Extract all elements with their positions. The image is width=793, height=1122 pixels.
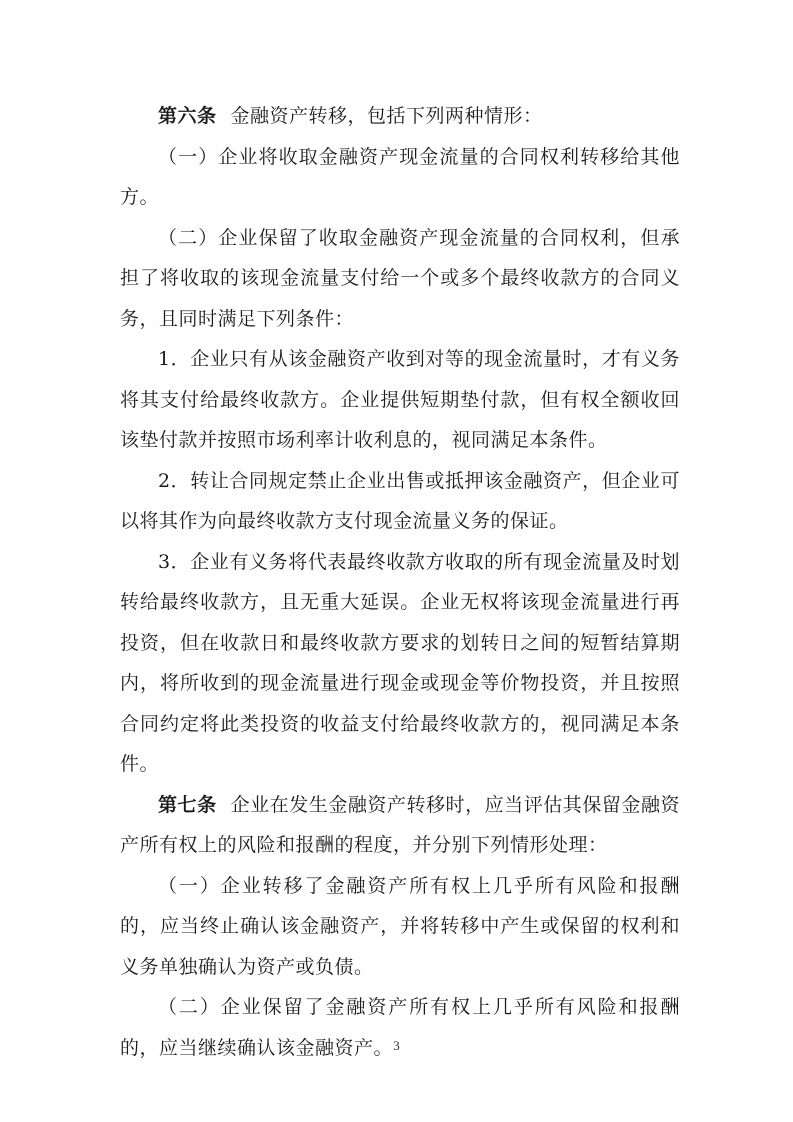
condition-3 — [120, 542, 680, 785]
article-6-paragraph — [120, 96, 680, 137]
article-6-text: 金融资产转移，包括下列两种情形： — [230, 105, 543, 127]
article-7-text: 企业在发生金融资产转移时，应当评估其保留金融资产所有权上的风险和报酬的程度，并分别下列情形处理： — [120, 793, 680, 856]
clause-text: （二）企业保留了金融资产所有权上几乎所有风险和报酬的，应当继续确认该金融资产。 — [120, 996, 680, 1059]
page-number: 3 — [393, 1038, 400, 1053]
clause-text: （一）企业转移了金融资产所有权上几乎所有风险和报酬的，应当终止确认该金融资产，并将转移中产生或保留的权利和义务单独确认为资产或负债。 — [120, 874, 680, 978]
document-body — [120, 96, 680, 1068]
article-7-label: 第七条 — [158, 793, 217, 816]
condition-text: 1．企业只有从该金融资产收到对等的现金流量时，才有义务将其支付给最终收款方。企业提供短期垫付款，但有权全额收回该垫付款并按照市场利率计收利息的，视同满足本条件。 — [120, 348, 680, 451]
clause-text: （二）企业保留了收取金融资产现金流量的合同权利，但承担了将收取的该现金流量支付给一个或多个最终收款方的合同义务，且同时满足下列条件： — [120, 226, 680, 330]
condition-text: 2．转让合同规定禁止企业出售或抵押该金融资产，但企业可以将其作为向最终收款方支付现金流量义务的保证。 — [120, 469, 680, 532]
clause-text: （一）企业将收取金融资产现金流量的合同权利转移给其他方。 — [120, 145, 680, 208]
article-7-clause-2 — [120, 987, 680, 1068]
condition-2 — [120, 461, 680, 542]
condition-text: 3．企业有义务将代表最终收款方收取的所有现金流量及时划转给最终收款方，且无重大延误。企业无权将该现金流量进行再投资，但在收款日和最终收款方要求的划转日之间的短暂结算期内，将所收到的现金流量进行现金或现金等价物投资，并且按照合同约定将此类投资的收益支付给最终收款方的，视同满足本条件。 — [120, 550, 680, 775]
article-6-clause-2 — [120, 218, 680, 340]
article-7-paragraph — [120, 785, 680, 866]
article-6-label: 第六条 — [158, 105, 217, 127]
article-7-clause-1 — [120, 866, 680, 988]
condition-1 — [120, 339, 680, 461]
article-6-clause-1 — [120, 137, 680, 218]
